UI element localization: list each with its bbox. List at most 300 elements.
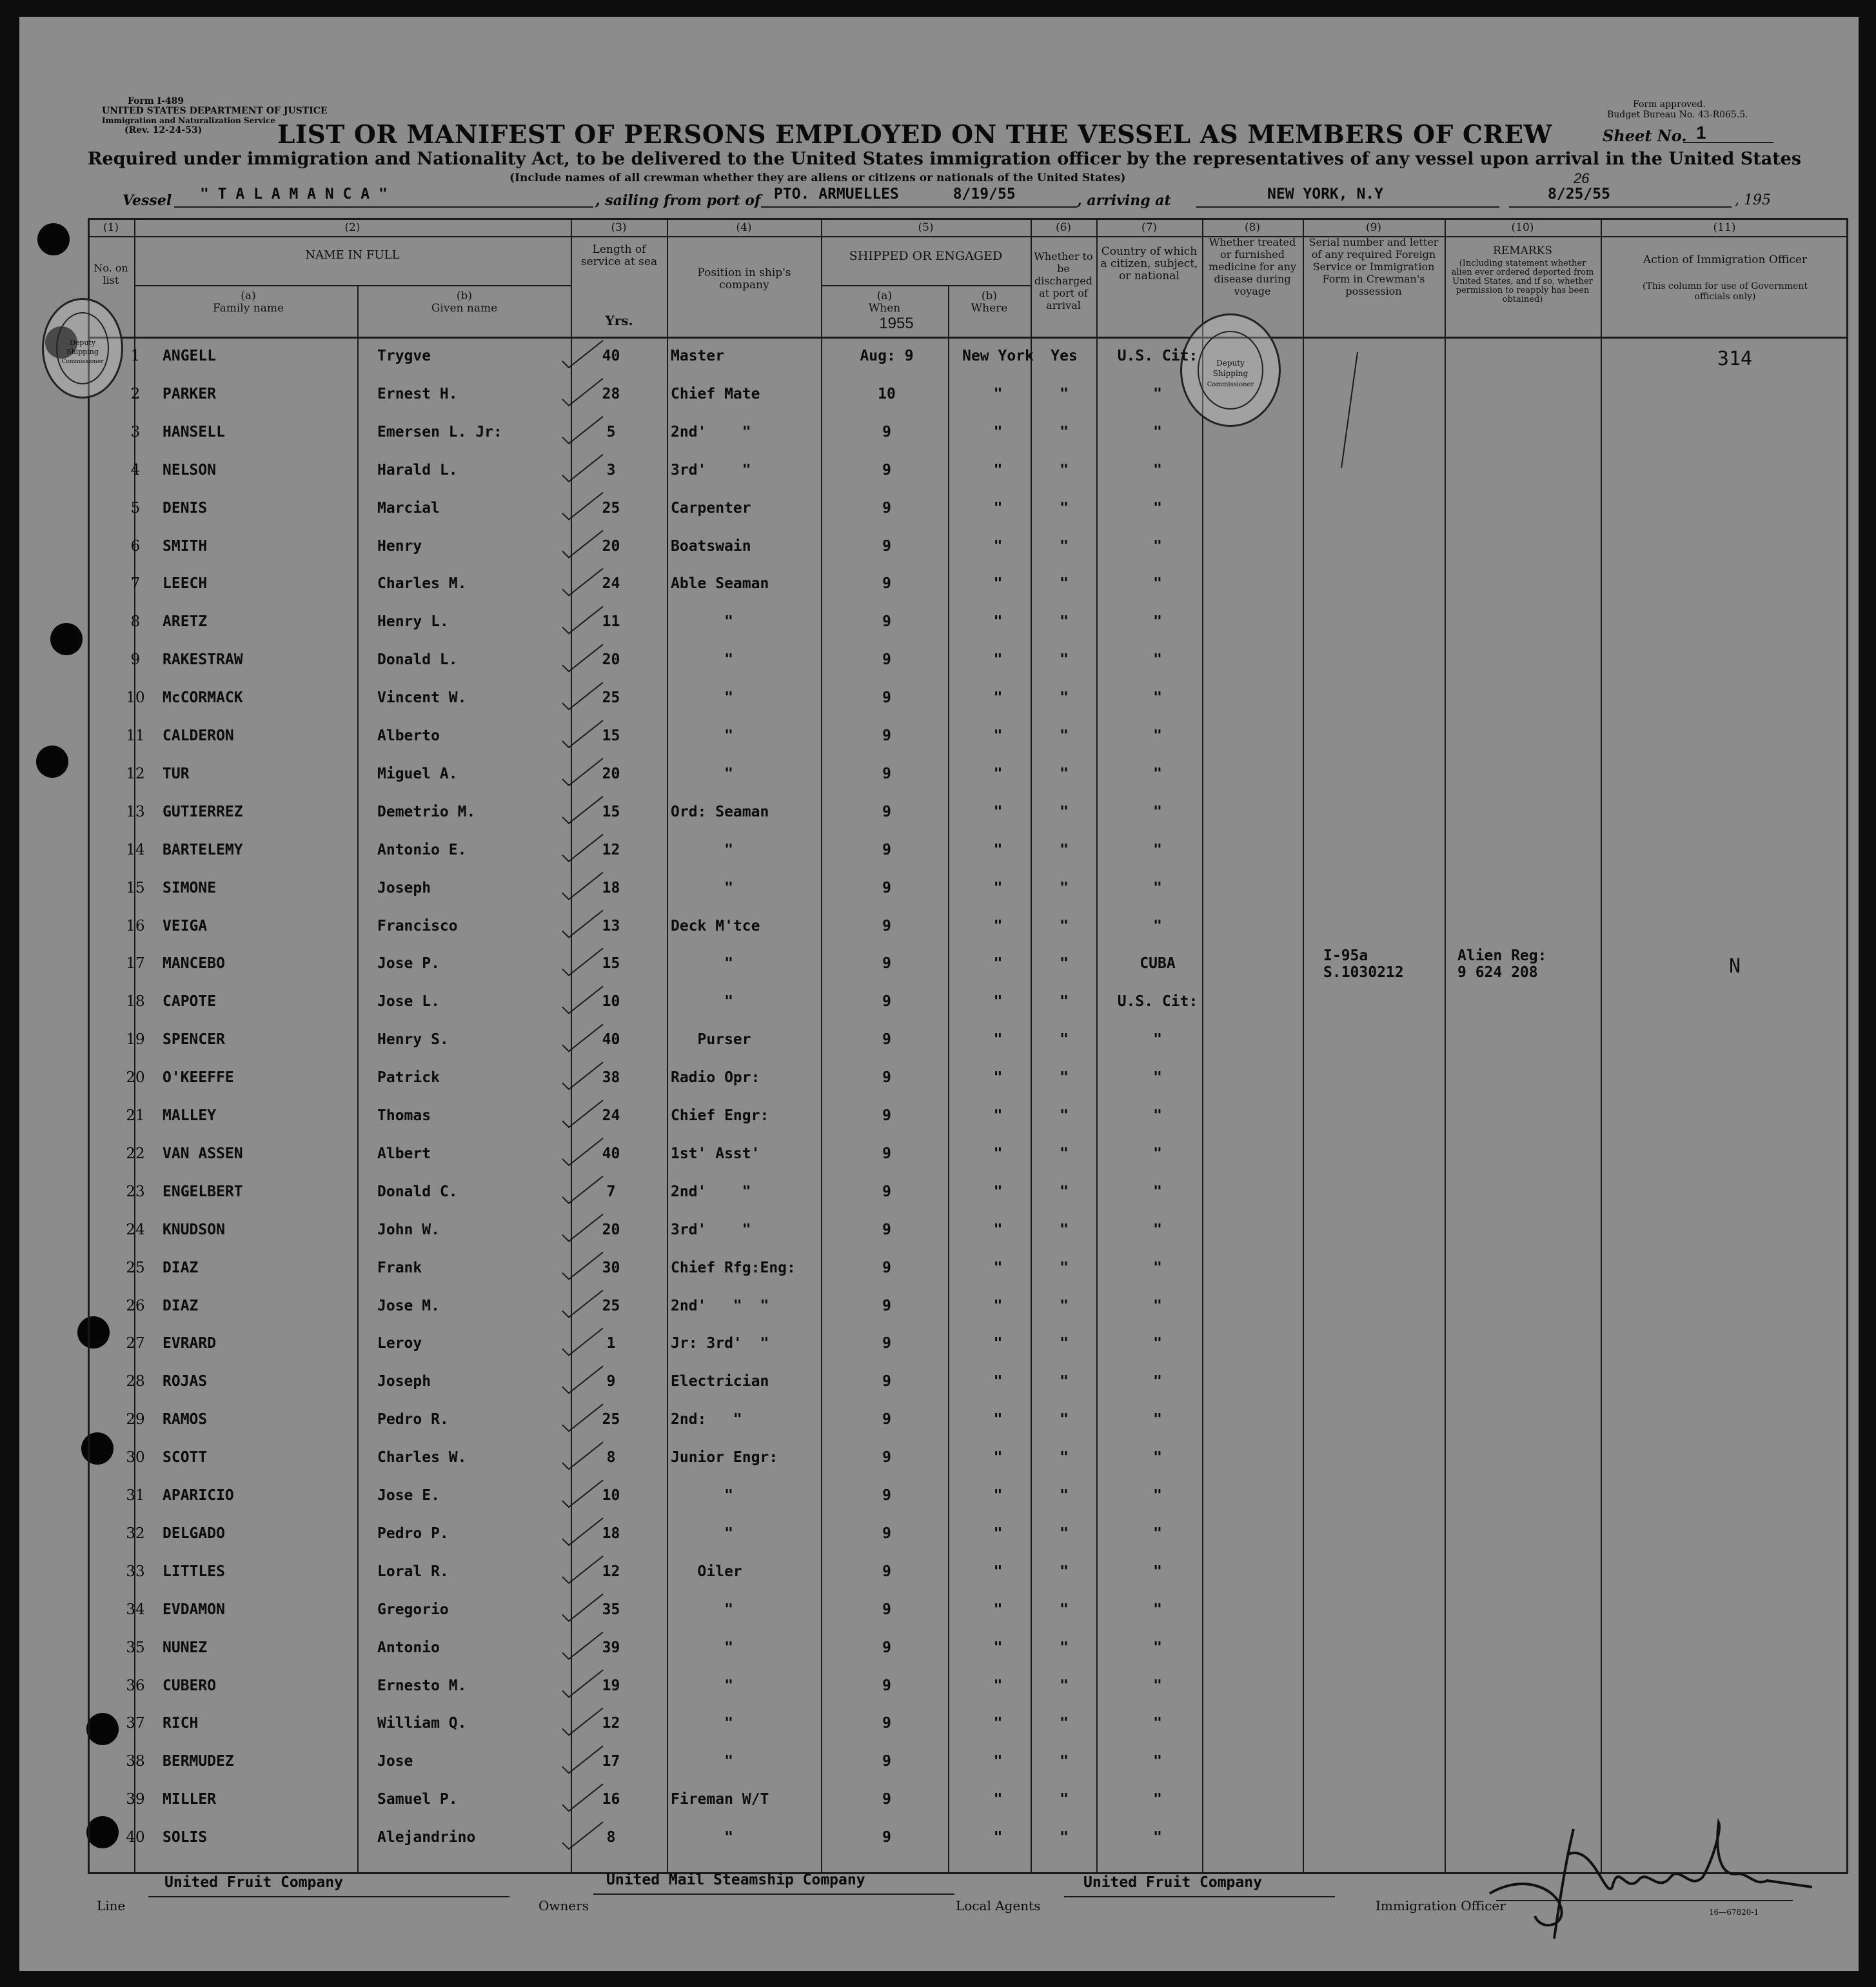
given-name: Jose M. — [377, 1297, 440, 1314]
family-name: ANGELL — [163, 348, 217, 364]
given-name: Gregorio — [377, 1601, 449, 1618]
check-mark — [562, 493, 603, 520]
given-name: Ernest H. — [377, 385, 458, 402]
vessel-label: Vessel — [123, 192, 172, 209]
check-mark — [562, 986, 603, 1013]
family-name: BARTELEMY — [163, 841, 243, 858]
col7-number: (7) — [1141, 221, 1158, 234]
check-mark — [562, 1366, 603, 1393]
engaged-when: 9 — [882, 1145, 891, 1162]
citizenship: CUBA — [1140, 955, 1176, 973]
to-be-discharged: " — [1060, 879, 1069, 896]
check-mark — [562, 1480, 603, 1507]
years-at-sea: 20 — [602, 1221, 620, 1238]
col3-number: (3) — [611, 221, 627, 234]
check-mark — [562, 1290, 603, 1318]
position: Oiler — [671, 1563, 742, 1580]
row-number: 13 — [126, 803, 145, 820]
check-mark — [562, 948, 603, 975]
revision: (Rev. 12-24-53) — [124, 125, 202, 135]
family-name: NELSON — [163, 461, 217, 479]
engaged-when: 9 — [882, 461, 891, 479]
row-number: 35 — [126, 1639, 145, 1656]
engaged-when: 9 — [882, 841, 891, 858]
position: Able Seaman — [671, 575, 769, 593]
given-name: Joseph — [377, 1373, 431, 1390]
engaged-when: 9 — [882, 955, 891, 973]
engaged-when: 9 — [882, 1183, 891, 1200]
position: 2nd' " — [671, 423, 751, 440]
given-name: Alejandrino — [377, 1829, 476, 1846]
citizenship: U.S. Cit: — [1117, 348, 1198, 364]
row-number: 22 — [126, 1145, 145, 1162]
engaged-where: " — [993, 575, 1003, 593]
engaged-when: 9 — [882, 1829, 891, 1846]
citizenship: " — [1153, 1259, 1162, 1276]
to-be-discharged: " — [1060, 803, 1069, 820]
check-mark — [562, 1708, 603, 1735]
svg-text:Shipping: Shipping — [66, 348, 99, 356]
family-name: RICH — [163, 1715, 199, 1732]
to-be-discharged: " — [1060, 1639, 1069, 1656]
family-name: DENIS — [163, 499, 208, 517]
position: " — [671, 993, 733, 1011]
check-mark — [562, 568, 603, 595]
years-at-sea: 7 — [606, 1183, 616, 1200]
to-be-discharged: " — [1060, 461, 1069, 479]
check-mark — [562, 1024, 603, 1051]
check-mark — [562, 720, 603, 747]
to-be-discharged: " — [1060, 1221, 1069, 1238]
engaged-where: " — [993, 1031, 1003, 1049]
position: " — [671, 1829, 733, 1846]
years-at-sea: 12 — [602, 841, 620, 858]
row-number: 9 — [130, 651, 141, 669]
col7-header: Country of which a citizen, subject, or national — [1100, 245, 1198, 282]
check-mark — [562, 1100, 603, 1127]
engaged-where: " — [993, 385, 1003, 402]
col10-number: (10) — [1511, 221, 1534, 234]
engaged-when: 9 — [882, 689, 891, 707]
position: Fireman W/T — [671, 1791, 769, 1808]
given-name: Thomas — [377, 1107, 431, 1124]
check-mark — [562, 911, 603, 938]
agents-label: Local Agents — [956, 1898, 1041, 1913]
citizenship: " — [1153, 1107, 1162, 1124]
citizenship: " — [1153, 1031, 1162, 1049]
line-label: Line — [97, 1898, 126, 1913]
col8-number: (8) — [1244, 221, 1261, 234]
row-number: 27 — [126, 1335, 145, 1352]
engaged-when: 9 — [882, 1677, 891, 1694]
engaged-when: 9 — [882, 1487, 891, 1504]
engaged-where: " — [993, 1677, 1003, 1694]
engaged-when: 9 — [882, 1335, 891, 1352]
position: " — [671, 651, 733, 669]
check-mark — [562, 1556, 603, 1583]
pen-stroke — [1341, 352, 1358, 468]
row-number: 10 — [126, 689, 145, 707]
family-name: MANCEBO — [163, 955, 225, 973]
family-name: SOLIS — [163, 1829, 208, 1846]
given-name: Jose P. — [377, 955, 440, 973]
row-number: 1 — [130, 348, 141, 364]
citizenship: " — [1153, 689, 1162, 707]
manifest-sheet — [19, 17, 1859, 1971]
row-number: 14 — [126, 841, 145, 858]
years-at-sea: 10 — [602, 1487, 620, 1504]
citizenship: " — [1153, 1145, 1162, 1162]
family-name: DIAZ — [163, 1259, 199, 1276]
given-name: Henry — [377, 537, 422, 555]
position: " — [671, 1677, 733, 1694]
given-name: Loral R. — [377, 1563, 449, 1580]
given-name: Antonio E. — [377, 841, 467, 858]
family-name: DELGADO — [163, 1525, 225, 1542]
col4-number: (4) — [736, 221, 752, 234]
check-mark — [562, 682, 603, 709]
engaged-when: 9 — [882, 1259, 891, 1276]
family-name: CALDERON — [163, 727, 234, 744]
given-name: Pedro R. — [377, 1411, 449, 1428]
to-be-discharged: " — [1060, 1449, 1069, 1467]
officer-signature-icon — [1464, 1803, 1825, 1945]
row-number: 17 — [126, 955, 145, 973]
engaged-where: " — [993, 1753, 1003, 1770]
engaged-where: " — [993, 1525, 1003, 1542]
given-name: John W. — [377, 1221, 440, 1238]
engaged-when: 9 — [882, 917, 891, 934]
col5a-year: 1955 — [879, 315, 914, 332]
position: Chief Mate — [671, 385, 760, 402]
citizenship: " — [1153, 917, 1162, 934]
citizenship: " — [1153, 1601, 1162, 1618]
to-be-discharged: " — [1060, 1487, 1069, 1504]
given-name: Emersen L. Jr: — [377, 423, 502, 440]
col9-number: (9) — [1365, 221, 1382, 234]
family-name: HANSELL — [163, 423, 225, 440]
check-mark — [562, 1062, 603, 1089]
family-name: SMITH — [163, 537, 208, 555]
citizenship: " — [1153, 537, 1162, 555]
row-number: 3 — [130, 423, 141, 440]
position: Ord: Seaman — [671, 803, 769, 820]
citizenship: " — [1153, 879, 1162, 896]
to-be-discharged: " — [1060, 841, 1069, 858]
check-mark — [562, 835, 603, 862]
citizenship: " — [1153, 1639, 1162, 1656]
position: Purser — [671, 1031, 751, 1049]
check-mark — [562, 1632, 603, 1659]
to-be-discharged: " — [1060, 727, 1069, 744]
to-be-discharged: " — [1060, 917, 1069, 934]
position: 2nd: " — [671, 1411, 742, 1428]
departure-port-name: PTO. ARMUELLES — [774, 186, 899, 203]
to-be-discharged: " — [1060, 385, 1069, 402]
col1-number: (1) — [103, 221, 119, 234]
citizenship: " — [1153, 1335, 1162, 1352]
engaged-where: " — [993, 1639, 1003, 1656]
family-name: NUNEZ — [163, 1639, 208, 1656]
citizenship: " — [1153, 1411, 1162, 1428]
position: 1st' Asst' — [671, 1145, 760, 1162]
to-be-discharged: " — [1060, 1563, 1069, 1580]
engaged-where: " — [993, 1221, 1003, 1238]
given-name: Jose L. — [377, 993, 440, 1011]
row-number: 2 — [130, 385, 141, 402]
years-at-sea: 18 — [602, 1525, 620, 1542]
citizenship: " — [1153, 1715, 1162, 1732]
position: Deck M'tce — [671, 917, 760, 934]
print-code: 16—67820-1 — [1709, 1908, 1759, 1917]
vessel-name: " T A L A M A N C A " — [174, 186, 593, 208]
engaged-when: 9 — [882, 879, 891, 896]
years-at-sea: 35 — [602, 1601, 620, 1618]
given-name: Patrick — [377, 1069, 440, 1087]
citizenship: " — [1153, 1829, 1162, 1846]
position: Jr: 3rd' " — [671, 1335, 769, 1352]
position: Electrician — [671, 1373, 769, 1390]
citizenship: " — [1153, 651, 1162, 669]
row-number: 30 — [126, 1449, 145, 1467]
position: " — [671, 1487, 733, 1504]
arrival-date-correction: 26 — [1574, 170, 1590, 186]
years-at-sea: 12 — [602, 1715, 620, 1732]
years-at-sea: 24 — [602, 575, 620, 593]
family-name: SCOTT — [163, 1449, 208, 1467]
form-note: (Include names of all crewman whether they are aliens or citizens or nationals of the United States) — [509, 172, 1126, 184]
engaged-where: " — [993, 1829, 1003, 1846]
arrival-port: NEW YORK, N.Y — [1196, 186, 1499, 208]
to-be-discharged: " — [1060, 1677, 1069, 1694]
given-name: Jose E. — [377, 1487, 440, 1504]
position: " — [671, 727, 733, 744]
family-name: ROJAS — [163, 1373, 208, 1390]
family-name: EVDAMON — [163, 1601, 225, 1618]
to-be-discharged: " — [1060, 1031, 1069, 1049]
years-at-sea: 19 — [602, 1677, 620, 1694]
check-mark — [562, 1176, 603, 1203]
check-mark — [562, 1328, 603, 1355]
given-name: Francisco — [377, 917, 458, 934]
to-be-discharged: " — [1060, 499, 1069, 517]
check-mark — [562, 1594, 603, 1621]
family-name: DIAZ — [163, 1297, 199, 1314]
family-name: GUTIERREZ — [163, 803, 243, 820]
family-name: CUBERO — [163, 1677, 217, 1694]
family-name: MILLER — [163, 1791, 217, 1808]
engaged-when: 9 — [882, 803, 891, 820]
position: 2nd' " " — [671, 1297, 769, 1314]
years-at-sea: 12 — [602, 1563, 620, 1580]
engaged-where: " — [993, 1563, 1003, 1580]
to-be-discharged: " — [1060, 1753, 1069, 1770]
position: Chief Rfg:Eng: — [671, 1259, 796, 1276]
citizenship: " — [1153, 1563, 1162, 1580]
col4-header: Position in ship's company — [697, 266, 791, 292]
position: Radio Opr: — [671, 1069, 760, 1087]
check-mark — [562, 341, 603, 368]
years-at-sea: 25 — [602, 689, 620, 707]
citizenship: " — [1153, 1487, 1162, 1504]
engaged-when: 9 — [882, 1031, 891, 1049]
col5-header: SHIPPED OR ENGAGED — [849, 249, 1003, 263]
form-subtitle: Required under immigration and Nationality Act, to be delivered to the United States immigration officer by the representatives of any vessel upon arrival in the United States — [88, 149, 1802, 169]
year-suffix: , 195 — [1735, 192, 1771, 208]
col9-header: Serial number and letter of any required Foreign Service or Immigration Form in Crewman's possession — [1308, 236, 1439, 297]
check-mark — [562, 873, 603, 900]
row-number: 39 — [126, 1791, 145, 1808]
engaged-when: 9 — [882, 1297, 891, 1314]
family-name: KNUDSON — [163, 1221, 225, 1238]
row-number: 32 — [126, 1525, 145, 1542]
years-at-sea: 38 — [602, 1069, 620, 1087]
engaged-where: " — [993, 1297, 1003, 1314]
check-mark — [562, 1746, 603, 1773]
sheet-number: 1 — [1683, 123, 1773, 143]
given-name: Pedro P. — [377, 1525, 449, 1542]
citizenship: " — [1153, 461, 1162, 479]
col11-subheader: (This column for use of Government officials only) — [1643, 281, 1808, 302]
family-name: VEIGA — [163, 917, 208, 934]
check-mark — [562, 1138, 603, 1165]
check-marks — [562, 341, 603, 1849]
to-be-discharged: Yes — [1051, 348, 1078, 364]
engaged-where: " — [993, 1791, 1003, 1808]
row-number: 4 — [130, 461, 141, 479]
position: " — [671, 955, 733, 973]
engaged-when: 9 — [882, 651, 891, 669]
to-be-discharged: " — [1060, 1373, 1069, 1390]
engaged-where: " — [993, 841, 1003, 858]
check-mark — [562, 531, 603, 558]
to-be-discharged: " — [1060, 1069, 1069, 1087]
check-mark — [562, 758, 603, 786]
officer-action: 314 — [1717, 348, 1753, 370]
engaged-where: " — [993, 1145, 1003, 1162]
citizenship: " — [1153, 841, 1162, 858]
given-name: William Q. — [377, 1715, 467, 1732]
family-name: ENGELBERT — [163, 1183, 243, 1200]
officer-label: Immigration Officer — [1376, 1898, 1506, 1913]
family-name: LITTLES — [163, 1563, 225, 1580]
engaged-when: 9 — [882, 1107, 891, 1124]
years-at-sea: 17 — [602, 1753, 620, 1770]
row-number: 19 — [126, 1031, 145, 1049]
check-mark — [562, 455, 603, 482]
check-mark — [562, 1214, 603, 1241]
col2a-header: (a) Family name — [212, 290, 284, 315]
to-be-discharged: " — [1060, 1411, 1069, 1428]
years-at-sea: 30 — [602, 1259, 620, 1276]
given-name: Demetrio M. — [377, 803, 476, 820]
to-be-discharged: " — [1060, 575, 1069, 593]
to-be-discharged: " — [1060, 423, 1069, 440]
check-mark — [562, 1442, 603, 1469]
citizenship: " — [1153, 1525, 1162, 1542]
row-number: 15 — [126, 879, 145, 896]
position: " — [671, 1715, 733, 1732]
row-number: 5 — [130, 499, 141, 517]
col1-header: No. on list — [94, 262, 128, 286]
col6-header: Whether to be discharged at port of arrival — [1034, 250, 1093, 311]
row-number: 28 — [126, 1373, 145, 1390]
years-at-sea: 13 — [602, 917, 620, 934]
citizenship: " — [1153, 1449, 1162, 1467]
svg-text:Commissioner: Commissioner — [61, 359, 104, 365]
to-be-discharged: " — [1060, 993, 1069, 1011]
col6-number: (6) — [1055, 221, 1072, 234]
years-at-sea: 20 — [602, 651, 620, 669]
position: Carpenter — [671, 499, 751, 517]
engaged-when: 9 — [882, 1753, 891, 1770]
svg-text:Shipping: Shipping — [1212, 369, 1249, 378]
years-at-sea: 40 — [602, 1031, 620, 1049]
engaged-when: 9 — [882, 1449, 891, 1467]
position: 3rd' " — [671, 1221, 751, 1238]
check-mark — [562, 1670, 603, 1697]
form-approved: Form approved. — [1633, 99, 1706, 110]
budget-bureau: Budget Bureau No. 43-R065.5. — [1607, 110, 1748, 120]
departure-date: 8/19/55 — [953, 186, 1016, 203]
citizenship: " — [1153, 1753, 1162, 1770]
to-be-discharged: " — [1060, 1791, 1069, 1808]
given-name: Donald L. — [377, 651, 458, 669]
family-name: McCORMACK — [163, 689, 243, 707]
to-be-discharged: " — [1060, 1107, 1069, 1124]
engaged-where: " — [993, 1107, 1003, 1124]
years-at-sea: 9 — [606, 1373, 616, 1390]
line-company: United Fruit Company — [148, 1874, 509, 1897]
given-name: Donald C. — [377, 1183, 458, 1200]
col2b-header: (b) Given name — [431, 290, 498, 315]
engaged-when: 9 — [882, 1715, 891, 1732]
engaged-when: Aug: 9 — [860, 348, 914, 364]
row-number: 6 — [130, 537, 141, 555]
years-at-sea: 10 — [602, 993, 620, 1011]
given-name: Charles M. — [377, 575, 467, 593]
check-mark — [562, 644, 603, 671]
check-marks-overlay — [19, 17, 1859, 1971]
engaged-where: " — [993, 1335, 1003, 1352]
citizenship: " — [1153, 727, 1162, 744]
engaged-when: 9 — [882, 1791, 891, 1808]
check-mark — [562, 1518, 603, 1545]
check-mark — [562, 606, 603, 633]
engaged-where: " — [993, 1715, 1003, 1732]
form-title: LIST OR MANIFEST OF PERSONS EMPLOYED ON THE VESSEL AS MEMBERS OF CREW — [277, 120, 1552, 150]
row-number: 8 — [130, 613, 141, 631]
check-mark — [562, 796, 603, 824]
engaged-when: 9 — [882, 575, 891, 593]
row-number: 40 — [126, 1829, 145, 1846]
years-at-sea: 15 — [602, 955, 620, 973]
engaged-when: 9 — [882, 1411, 891, 1428]
row-number: 26 — [126, 1297, 145, 1314]
citizenship: " — [1153, 575, 1162, 593]
officer-action: N — [1728, 955, 1741, 978]
arrival-date: 8/25/55 — [1509, 186, 1732, 208]
col5a-header: (a) When — [868, 290, 901, 315]
check-mark — [562, 1822, 603, 1849]
row-number: 38 — [126, 1753, 145, 1770]
row-number: 20 — [126, 1069, 145, 1087]
position: " — [671, 1753, 733, 1770]
engaged-when: 9 — [882, 423, 891, 440]
years-at-sea: 20 — [602, 537, 620, 555]
engaged-where: " — [993, 651, 1003, 669]
family-name: SPENCER — [163, 1031, 225, 1049]
